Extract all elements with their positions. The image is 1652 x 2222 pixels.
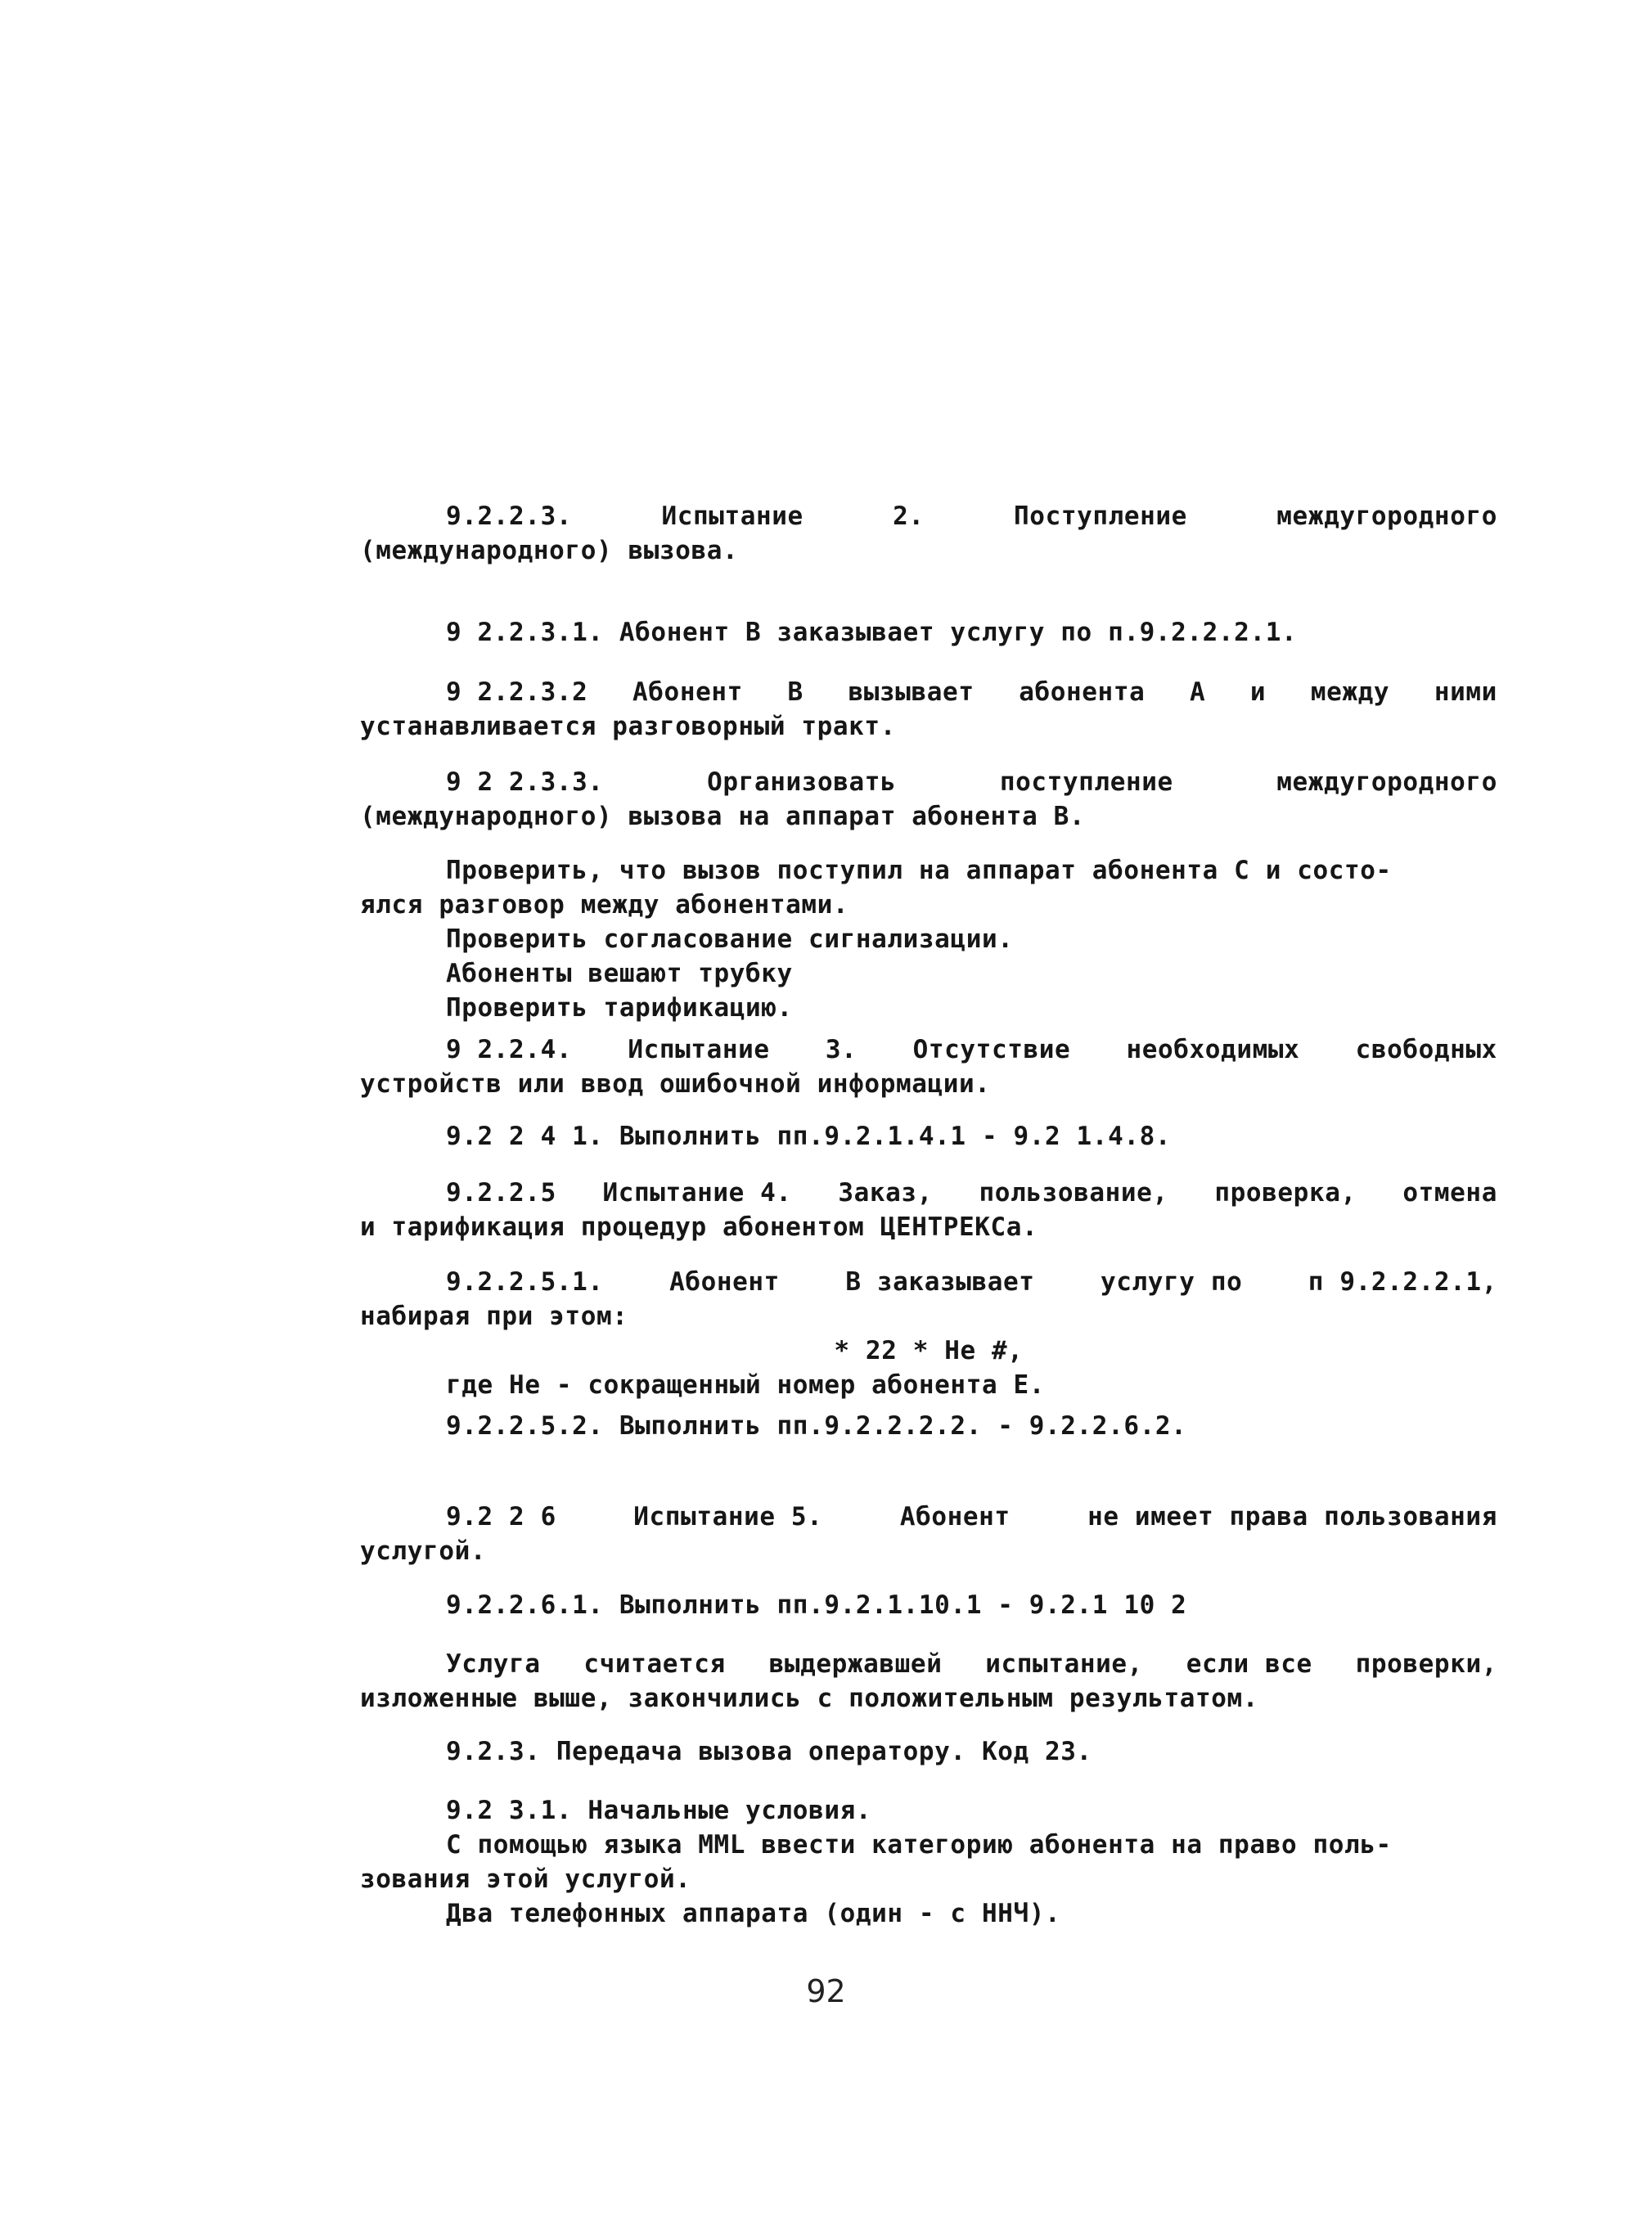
heading-line-2: (международного) вызова.	[360, 536, 739, 565]
word: Абонент	[632, 677, 743, 707]
word: 9.2.2.5.1.	[446, 1267, 604, 1297]
check-line-1: Проверить, что вызов поступил на аппарат абонента С и состо-	[446, 856, 1392, 885]
section-9-2-2-5	[360, 1176, 1497, 1244]
para-line-1	[360, 1032, 1497, 1067]
word: А	[1190, 677, 1206, 707]
check-line-5: Проверить тарификацию.	[446, 993, 793, 1023]
para-line-4: Два телефонных аппарата (один - с ННЧ).	[446, 1899, 1061, 1928]
para-text: 9.2 2 4 1. Выполнить пп.9.2.1.4.1 - 9.2 1.4.8.	[446, 1122, 1172, 1151]
para-text: 9.2.2.5.2. Выполнить пп.9.2.2.2.2. - 9.2.2.6.2.	[446, 1411, 1187, 1441]
word: 9 2 2.3.3.	[446, 767, 604, 797]
para-line-1	[360, 1500, 1497, 1534]
word: отмена	[1402, 1178, 1497, 1208]
word: ними	[1434, 677, 1497, 707]
word: испытание,	[985, 1649, 1143, 1679]
para-text: 9.2.2.6.1. Выполнить пп.9.2.1.10.1 - 9.2.1 10 2	[446, 1590, 1187, 1620]
para-line-3: зования этой услугой.	[360, 1864, 691, 1894]
word: если все	[1186, 1649, 1312, 1679]
word: В заказывает	[845, 1267, 1035, 1297]
word: не имеет права пользования	[1087, 1502, 1497, 1532]
word: 9.2 2 6	[446, 1502, 556, 1532]
para-line-2: изложенные выше, закончились с положительным результатом.	[360, 1684, 1259, 1713]
section-title: 9.2.3. Передача вызова оператору. Код 23.	[446, 1737, 1092, 1766]
para-line-2: устанавливается разговорный тракт.	[360, 712, 896, 741]
para-9-2-2-5-1	[360, 1265, 1497, 1402]
word: поступление	[999, 767, 1173, 797]
word: выдержавшей	[768, 1649, 943, 1679]
para-line-2: и тарификация процедур абонентом ЦЕНТРЕКСа.	[360, 1212, 1038, 1242]
word: Абонент	[899, 1502, 1011, 1532]
para-line-1	[360, 765, 1497, 799]
word: считается	[583, 1649, 726, 1679]
word: между	[1310, 677, 1390, 707]
section-9-2-2-4	[360, 1032, 1497, 1101]
para-line-2: набирая при этом:	[360, 1302, 628, 1331]
word: Организовать	[707, 767, 897, 797]
para-line-2: устройств или ввод ошибочной информации.	[360, 1069, 991, 1099]
word: свободных	[1355, 1035, 1497, 1064]
para-line-1: 9.2 3.1. Начальные условия.	[446, 1796, 872, 1825]
section-9-2-3-1	[360, 1793, 1497, 1931]
section-9-2-2-3-heading	[360, 499, 1497, 568]
para-line-2: С помощью языка MML ввести категорию абонента на право поль-	[446, 1830, 1392, 1860]
checks-list	[360, 853, 1497, 1025]
word: Испытание 5.	[633, 1502, 823, 1532]
word: вызывает	[848, 677, 975, 707]
heading-word: 2.	[893, 502, 925, 531]
section-9-2-3-heading	[360, 1734, 1497, 1769]
word: Испытание 4.	[602, 1178, 792, 1208]
para-9-2-2-6-1	[360, 1588, 1497, 1622]
conclusion-para	[360, 1647, 1497, 1716]
para-9-2-2-3-2	[360, 675, 1497, 744]
word: абонента	[1019, 677, 1146, 707]
heading-number: 9.2.2.3.	[446, 502, 573, 531]
word: 9 2.2.4.	[446, 1035, 573, 1064]
para-line-1	[360, 675, 1497, 709]
para-9-2-2-3-3	[360, 765, 1497, 834]
para-9-2-2-3-1	[360, 615, 1497, 650]
word: Испытание	[628, 1035, 770, 1064]
check-line-2: ялся разговор между абонентами.	[360, 890, 849, 920]
word: пользование,	[979, 1178, 1168, 1208]
para-9-2-2-4-1	[360, 1119, 1497, 1154]
word: Отсутствие	[912, 1035, 1071, 1064]
word: Услуга	[446, 1649, 541, 1679]
word: междугородного	[1276, 767, 1497, 797]
word: 9.2.2.5	[446, 1178, 556, 1208]
para-line-1	[360, 1647, 1497, 1681]
heading-line-1	[360, 499, 1497, 533]
para-line-1	[360, 1265, 1497, 1299]
word: 9 2.2.3.2	[446, 677, 588, 707]
para-text: 9 2.2.3.1. Абонент В заказывает услугу по п.9.2.2.2.1.	[446, 618, 1298, 647]
section-9-2-2-6	[360, 1500, 1497, 1568]
word: п 9.2.2.2.1,	[1308, 1267, 1497, 1297]
heading-word: Поступление	[1014, 502, 1187, 531]
page-number: 92	[806, 1973, 846, 2009]
word: проверки,	[1355, 1649, 1497, 1679]
word: проверка,	[1214, 1178, 1357, 1208]
heading-word: междугородного	[1276, 502, 1497, 531]
word: услугу по	[1100, 1267, 1243, 1297]
para-line-2: (международного) вызова на аппарат абонента В.	[360, 802, 1086, 831]
para-line-4: где Не - сокращенный номер абонента Е.	[446, 1370, 1046, 1400]
word: и	[1249, 677, 1267, 707]
word: 3.	[825, 1035, 858, 1064]
heading-word: Испытание	[661, 502, 803, 531]
check-line-3: Проверить согласование сигнализации.	[446, 924, 1014, 954]
word: В	[787, 677, 803, 707]
dial-code: * 22 * Не #,	[834, 1336, 1024, 1365]
word: необходимых	[1126, 1035, 1300, 1064]
para-9-2-2-5-2	[360, 1409, 1497, 1443]
check-line-4: Абоненты вешают трубку	[446, 959, 793, 988]
para-line-1	[360, 1176, 1497, 1210]
word: Абонент	[669, 1267, 780, 1297]
word: Заказ,	[838, 1178, 933, 1208]
para-line-2: услугой.	[360, 1536, 487, 1566]
